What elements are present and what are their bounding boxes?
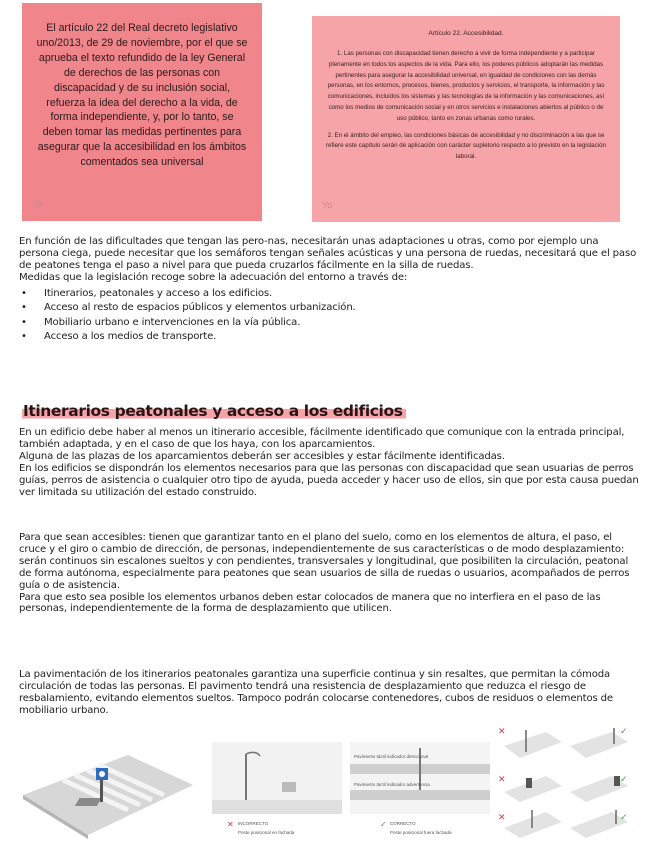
note-left-signature: Yo [32, 199, 43, 209]
section-paragraph: En los edificios se dispondrán los elementos necesarios para que las personas con discapacidad que sean usuarias de perros guías, perros de asistencia o cualquier otro tipo de ayuda, pueda acceder y hacer uso de ellos, sin que por esta causa puedan ver limitada su utilización del estado construido. [19, 462, 639, 498]
check-icon: ✓ [620, 727, 628, 737]
intro-paragraph: En función de las dificultades que tengan las pero-nas, necesitarán unas adaptaciones u otras, como por ejemplo una persona ciega, puede necesitar que los semáforos tengan señales acústicas y una persona de ruedas, necesitará que el paso de peatones tenga el paso a nivel para que pueda cruzarlos fácilmente en la silla de ruedas. [19, 236, 637, 271]
cross-icon: ✕ [498, 775, 506, 785]
cross-icon: ✕ [227, 820, 234, 829]
note-left-text: El artículo 22 del Real decreto legislativo uno/2013, de 29 de noviembre, por el que se aprueba el texto refundido de la ley General de derechos de las personas con discapacidad y de su inclusión social, refuerza la idea del derecho a la vida, de forma independiente, y, por lo tanto, se deben tomar las medidas pertinentes para asegurar que la accesibilidad en los ámbitos comentados sea universal [36, 22, 248, 169]
example-bad-1 [498, 727, 562, 758]
intro-block [19, 236, 639, 345]
correct-post-illustration [350, 742, 490, 840]
correct-caption: Poste posicional fuera fachada [390, 830, 452, 835]
sticky-note-right [312, 16, 620, 222]
measures-list [19, 287, 639, 345]
list-item: • Mobiliario urbano e intervenciones en la vía pública. [19, 316, 639, 331]
article-paragraph-2: 2. En el ámbito del empleo, las condiciones básicas de accesibilidad y no discriminación a las que se refiere este capítulo serán de aplicación con carácter supletorio respecto a lo previsto en la legislación laboral. [326, 131, 606, 161]
list-item: • Acceso a los medios de transporte. [19, 330, 639, 345]
section-paragraph: Para que esto sea posible los elementos urbanos deben estar colocados de manera que no interfiera en el paso de las personas, independientemente de la forma de desplazamiento que utilicen. [19, 591, 601, 615]
incorrect-post-illustration [212, 742, 342, 840]
example-bad-3 [498, 810, 562, 838]
check-icon: ✓ [620, 775, 628, 785]
list-item: • Acceso al resto de espacios públicos y elementos urbanización. [19, 301, 639, 316]
example-bad-2 [498, 775, 562, 802]
cross-icon: ✕ [498, 813, 506, 823]
crosswalk-illustration [18, 740, 198, 840]
example-good-1 [570, 727, 628, 758]
section-body-1 [19, 427, 639, 498]
list-item: • Itinerarios, peatonales y acceso a los edificios. [19, 287, 639, 302]
section-body-3 [19, 669, 639, 717]
incorrect-caption: Poste posicional en fachada [238, 830, 295, 835]
check-icon: ✓ [620, 813, 628, 823]
cross-icon: ✕ [498, 727, 506, 737]
section-heading: Itinerarios peatonales y acceso a los edificios [22, 402, 406, 420]
note-right-signature: Yo [322, 200, 333, 210]
article-title: Artículo 22. Accesibilidad. [428, 30, 504, 37]
measures-intro: Medidas que la legislación recoge sobre la adecuación del entorno a través de: [19, 271, 408, 283]
article-paragraph-1: 1. Las personas con discapacidad tienen derecho a vivir de forma independiente y a participar plenamente en todos los aspectos de la vida. Para ello, los poderes públicos adoptarán las medidas pertinentes para asegurar la accesibilidad universal, en igualdad de condiciones con las demás personas, en los entornos, procesos, bienes, productos y servicios, el transporte, la información y las comunicaciones, incluidos los sistemas y las tecnologías de la información y las comunicaciones, así como los medios de comunicación social y en otros servicios e instalaciones abiertos al público o de uso público, tanto en zonas urbanas como rurales. [327, 50, 605, 122]
section-paragraph: La pavimentación de los itinerarios peatonales garantiza una superficie continua y sin resaltes, que permitan la cómoda circulación de todas las personas. El pavimento tendrá una resistencia de desplazamiento que reduzca el riesgo de resbalamiento, evitando elementos sueltos. Tampoco podrán colocarse contenedores, cubos de residuos o elementos de mobiliario urbano. [19, 669, 613, 716]
tactile-directional-label: Pavimento táctil indicador direccional [354, 754, 429, 759]
sticky-note-left [22, 3, 262, 221]
sidewalk-examples-illustration [496, 724, 636, 840]
section-paragraph: Para que sean accesibles: tienen que garantizar tanto en el plano del suelo, como en los elementos de altura, el paso, el cruce y el giro o cambio de dirección, de personas, independientemente de sus características o de modo desplazamiento: serán continuos sin escalones sueltos y con pendientes, transversales y longitudinal, que posibiliten la circulación, peatonal de forma autónoma, especialmente para peatones que sean usuarios de silla de ruedas o usuarios, acompañados de perros guía o de asistencia. [19, 532, 630, 591]
check-icon: ✓ [380, 820, 387, 829]
section-paragraph: En un edificio debe haber al menos un itinerario accesible, fácilmente identificado que comunique con la entrada principal, también adaptada, y en el caso de que los haya, con los aparcamientos. [19, 427, 625, 450]
incorrect-label: INCORRECTO [238, 821, 269, 826]
section-body-2 [19, 532, 639, 615]
tactile-warning-label: Pavimento táctil indicador advertencia [354, 782, 430, 787]
example-good-3 [570, 810, 628, 838]
correct-label: CORRECTO [390, 821, 416, 826]
example-good-2 [570, 775, 628, 802]
section-paragraph: Alguna de las plazas de los aparcamientos deberán ser accesibles y estar fácilmente identificadas. [19, 450, 505, 462]
